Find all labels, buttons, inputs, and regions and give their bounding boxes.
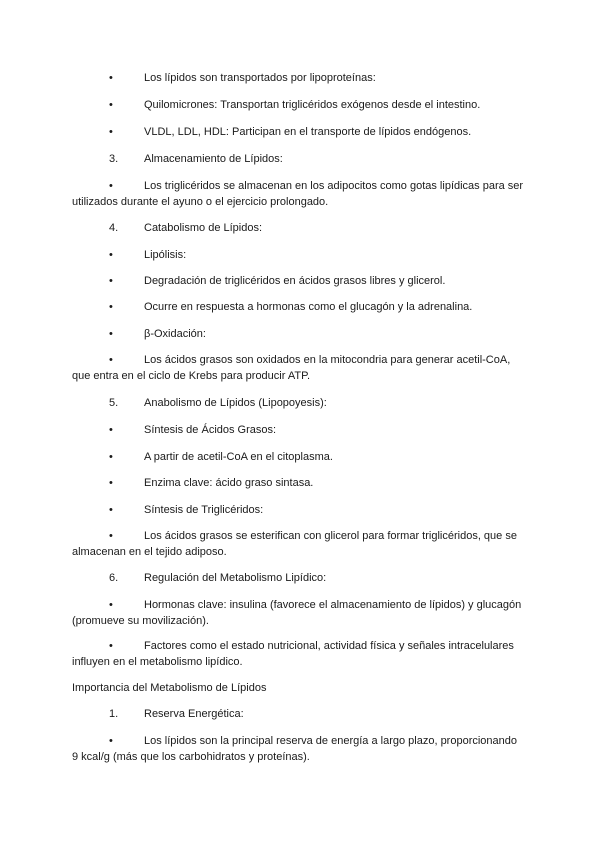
list-item-text-line-1: Los ácidos grasos se esterifican con glicerol para formar triglicéridos, que se xyxy=(144,530,517,542)
list-item-text-line-1: Factores como el estado nutricional, actividad física y señales intracelulares xyxy=(144,640,514,652)
section-heading xyxy=(72,152,600,168)
section-number: 1. xyxy=(109,708,119,720)
section-number: 6. xyxy=(109,572,119,584)
subsection-title: Importancia del Metabolismo de Lípidos xyxy=(72,682,267,694)
section-heading xyxy=(72,571,600,587)
list-item-text-line-2: (promueve su movilización). xyxy=(72,614,209,627)
list-item xyxy=(72,503,600,519)
list-item xyxy=(72,179,528,210)
bullet-marker: • xyxy=(109,735,113,747)
list-item-text-line-2: 9 kcal/g (más que los carbohidratos y proteínas). xyxy=(72,750,310,763)
list-item xyxy=(72,248,600,264)
list-item-text: Síntesis de Ácidos Grasos: xyxy=(144,424,277,436)
bullet-marker: • xyxy=(109,99,113,111)
section-heading xyxy=(72,707,600,723)
list-item-text-line-1: Hormonas clave: insulina (favorece el almacenamiento de lípidos) y glucagón xyxy=(144,599,522,611)
section-heading xyxy=(72,396,600,412)
bullet-marker: • xyxy=(109,126,113,138)
list-item xyxy=(72,423,600,439)
list-item xyxy=(72,300,600,316)
list-item-text: VLDL, LDL, HDL: Participan en el transporte de lípidos endógenos. xyxy=(144,126,472,138)
list-item xyxy=(72,476,600,492)
list-item-text: A partir de acetil-CoA en el citoplasma. xyxy=(144,451,333,463)
bullet-marker: • xyxy=(109,72,113,84)
list-item-text-line-2: influyen en el metabolismo lipídico. xyxy=(72,655,243,668)
list-item-text: Enzima clave: ácido graso sintasa. xyxy=(144,477,314,489)
list-item-text-line-1: Los triglicéridos se almacenan en los adipocitos como gotas lipídicas para ser xyxy=(144,180,524,192)
section-number: 5. xyxy=(109,397,119,409)
list-item-text: Ocurre en respuesta a hormonas como el glucagón y la adrenalina. xyxy=(144,301,473,313)
list-item-text-line-1: Los lípidos son la principal reserva de energía a largo plazo, proporcionando xyxy=(144,735,518,747)
section-heading-text: Catabolismo de Lípidos: xyxy=(144,222,263,234)
section-heading xyxy=(72,221,600,237)
section-heading-text: Reserva Energética: xyxy=(144,708,244,720)
bullet-marker: • xyxy=(109,354,113,366)
list-item-text-line-2: utilizados durante el ayuno o el ejercicio prolongado. xyxy=(72,195,329,208)
list-item xyxy=(72,353,528,384)
bullet-marker: • xyxy=(109,249,113,261)
section-number: 4. xyxy=(109,222,119,234)
section-heading-text: Regulación del Metabolismo Lipídico: xyxy=(144,572,327,584)
bullet-marker: • xyxy=(109,451,113,463)
list-item xyxy=(72,529,528,560)
list-item xyxy=(72,734,528,765)
list-item xyxy=(72,450,600,466)
bullet-marker: • xyxy=(109,180,113,192)
list-item xyxy=(72,598,528,629)
section-heading-text: Almacenamiento de Lípidos: xyxy=(144,153,283,165)
bullet-marker: • xyxy=(109,599,113,611)
bullet-marker: • xyxy=(109,477,113,489)
list-item-text: Quilomicrones: Transportan triglicéridos exógenos desde el intestino. xyxy=(144,99,481,111)
list-item-text: β-Oxidación: xyxy=(144,328,206,340)
list-item xyxy=(72,71,600,87)
list-item-text-line-2: que entra en el ciclo de Krebs para producir ATP. xyxy=(72,369,311,382)
bullet-marker: • xyxy=(109,640,113,652)
bullet-marker: • xyxy=(109,424,113,436)
list-item xyxy=(72,125,600,141)
bullet-marker: • xyxy=(109,275,113,287)
bullet-marker: • xyxy=(109,301,113,313)
list-item-text: Degradación de triglicéridos en ácidos grasos libres y glicerol. xyxy=(144,275,446,287)
list-item xyxy=(72,98,600,114)
list-item xyxy=(72,639,528,670)
section-heading-text: Anabolismo de Lípidos (Lipopoyesis): xyxy=(144,397,327,409)
list-item xyxy=(72,274,600,290)
bullet-marker: • xyxy=(109,328,113,340)
bullet-marker: • xyxy=(109,504,113,516)
list-item-text-line-1: Los ácidos grasos son oxidados en la mitocondria para generar acetil-CoA, xyxy=(144,354,511,366)
list-item xyxy=(72,327,600,343)
list-item-text: Lipólisis: xyxy=(144,249,187,261)
section-number: 3. xyxy=(109,153,119,165)
bullet-marker: • xyxy=(109,530,113,542)
list-item-text-line-2: almacenan en el tejido adiposo. xyxy=(72,545,227,558)
list-item-text: Síntesis de Triglicéridos: xyxy=(144,504,264,516)
list-item-text: Los lípidos son transportados por lipoproteínas: xyxy=(144,72,376,84)
